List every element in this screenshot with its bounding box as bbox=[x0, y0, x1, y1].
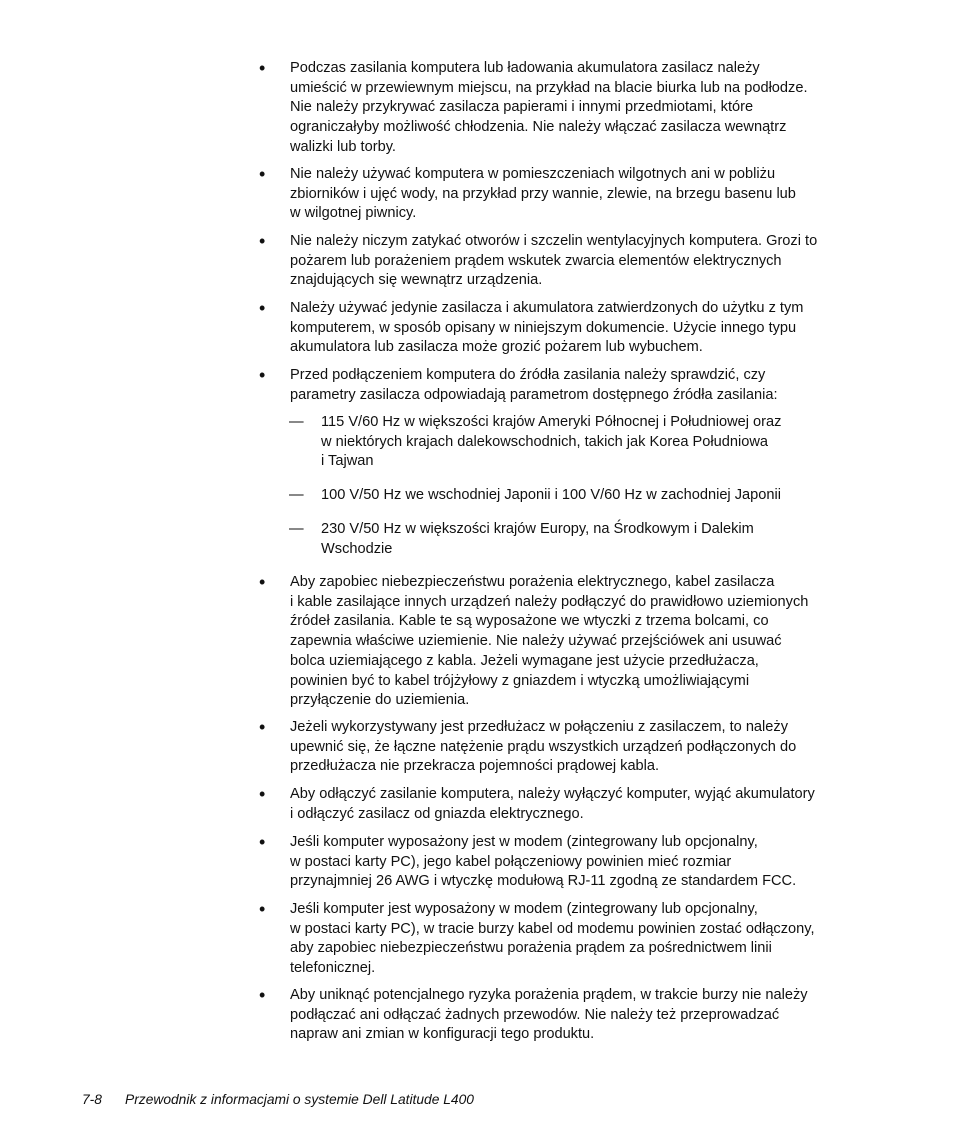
bullet-icon: • bbox=[259, 985, 266, 1005]
dash-marker: — bbox=[289, 414, 304, 430]
dash-marker: — bbox=[289, 521, 304, 537]
bullet-text: Aby zapobiec niebezpieczeństwu porażenia elektrycznego, kabel zasilacza i kable zasilające innych urządzeń należy podłączyć do prawidłowo uziemionych źródeł zasilania. Kable te są wyposażone we wtyczki z trzema bolcami, co zapewnia właściwe uziemienie. Nie należy używać przejściówek ani usuwać bolca uziemiającego z kabla. Jeżeli wymagane jest użycie przedłużacza, powinien być to kabel trójżyłowy z gniazdem i wtyczką umożliwiającymi przyłączenie do uziemienia. bbox=[290, 574, 809, 709]
bullet-text: Nie należy niczym zatykać otworów i szczelin wentylacyjnych komputera. Grozi to pożarem lub porażeniem prądem wskutek zwarcia elementów elektrycznych znajdujących się wewnątrz urządzenia. bbox=[290, 233, 818, 289]
bullet-icon: • bbox=[259, 832, 266, 852]
bullet-text: Nie należy używać komputera w pomieszczeniach wilgotnych ani w pobliżu zbiorników i ujęć wody, na przykład przy wannie, zlewie, na brzegu basenu lub w wilgotnej piwnicy. bbox=[290, 166, 796, 222]
voltage-text: 230 V/50 Hz w większości krajów Europy, na Środkowym i Dalekim Wschodzie bbox=[321, 521, 754, 557]
page-footer bbox=[82, 1091, 474, 1109]
bullet-text: Należy używać jedynie zasilacza i akumulatora zatwierdzonych do użytku z tym komputerem, w sposób opisany w niniejszym dokumencie. Użycie innego typu akumulatora lub zasilacza może grozić pożarem lub wybuchem. bbox=[290, 300, 804, 356]
bullet-text: Jeśli komputer jest wyposażony w modem (zintegrowany lub opcjonalny, w postaci karty PC), w tracie burzy kabel od modemu powinien zostać odłączony, aby zapobiec niebezpieczeństwu porażenia prądem za pośrednictwem linii telefonicznej. bbox=[290, 901, 815, 977]
voltage-text: 100 V/50 Hz we wschodniej Japonii i 100 V/60 Hz w zachodniej Japonii bbox=[321, 487, 781, 503]
bullet-text: Podczas zasilania komputera lub ładowania akumulatora zasilacz należy umieścić w przewiewnym miejscu, na przykład na blacie biurka lub na podłodze. Nie należy przykrywać zasilacza papierami i innymi przedmiotami, które ograniczałyby możliwość chłodzenia. Nie należy włączać zasilacza wewnątrz walizki lub torby. bbox=[290, 60, 808, 155]
bullet-text: Aby odłączyć zasilanie komputera, należy wyłączyć komputer, wyjąć akumulatory i odłączyć zasilacz od gniazda elektrycznego. bbox=[290, 786, 815, 822]
dash-marker: — bbox=[289, 487, 304, 503]
bullet-icon: • bbox=[259, 231, 266, 251]
document-title: Przewodnik z informacjami o systemie Dell Latitude L400 bbox=[125, 1092, 474, 1107]
page-number: 7-8 bbox=[82, 1092, 102, 1107]
bullet-icon: • bbox=[259, 899, 266, 919]
bullet-icon: • bbox=[259, 298, 266, 318]
voltage-text: 115 V/60 Hz w większości krajów Ameryki Północnej i Południowej oraz w niektórych krajach dalekowschodnich, takich jak Korea Południowa i Tajwan bbox=[321, 414, 782, 470]
bullet-icon: • bbox=[259, 572, 266, 592]
bullet-icon: • bbox=[259, 784, 266, 804]
bullet-text: Przed podłączeniem komputera do źródła zasilania należy sprawdzić, czy parametry zasilacza odpowiadają parametrom dostępnego źródła zasilania: bbox=[290, 367, 778, 403]
bullet-icon: • bbox=[259, 58, 266, 78]
bullet-text: Jeżeli wykorzystywany jest przedłużacz w połączeniu z zasilaczem, to należy upewnić się, że łączne natężenie prądu wszystkich urządzeń podłączonych do przedłużacza nie przekracza pojemności prądowej kabla. bbox=[290, 719, 797, 775]
bullet-icon: • bbox=[259, 717, 266, 737]
bullet-text: Jeśli komputer wyposażony jest w modem (zintegrowany lub opcjonalny, w postaci karty PC), jego kabel połączeniowy powinien mieć rozmiar przynajmniej 26 AWG i wtyczkę modułową RJ-11 zgodną ze standardem FCC. bbox=[290, 834, 797, 890]
bullet-icon: • bbox=[259, 164, 266, 184]
bullet-icon: • bbox=[259, 365, 266, 385]
bullet-text: Aby uniknąć potencjalnego ryzyka porażenia prądem, w trakcie burzy nie należy podłączać ani odłączać żadnych przewodów. Nie należy też przeprowadzać napraw ani zmian w konfiguracji tego produktu. bbox=[290, 987, 808, 1043]
